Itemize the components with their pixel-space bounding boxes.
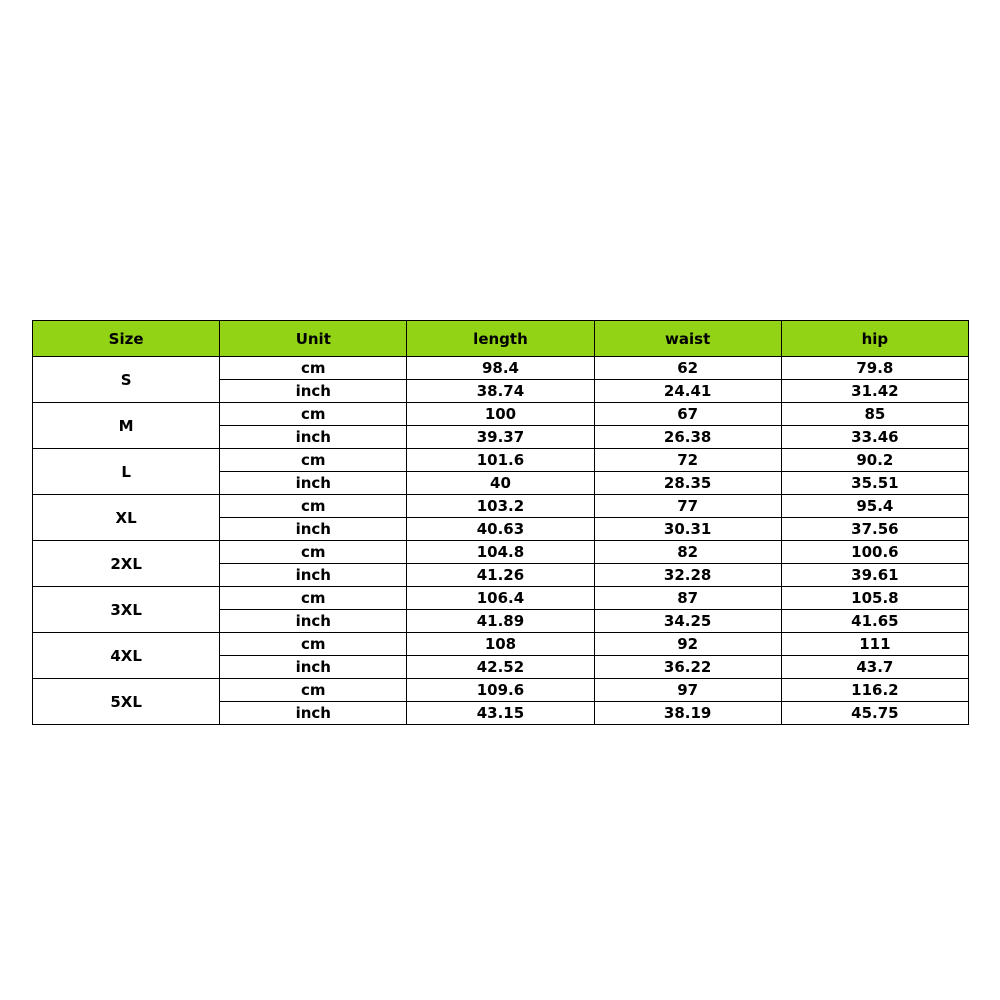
hip-cell: 41.65: [781, 610, 968, 633]
unit-cell: cm: [220, 449, 407, 472]
table-row: [33, 403, 969, 426]
length-cell: 42.52: [407, 656, 594, 679]
length-cell: 41.89: [407, 610, 594, 633]
size-chart-body: [33, 357, 969, 725]
size-chart-header: [33, 321, 969, 357]
waist-cell: 92: [594, 633, 781, 656]
waist-cell: 67: [594, 403, 781, 426]
size-cell: 4XL: [33, 633, 220, 679]
length-cell: 101.6: [407, 449, 594, 472]
length-cell: 103.2: [407, 495, 594, 518]
waist-cell: 30.31: [594, 518, 781, 541]
unit-cell: inch: [220, 656, 407, 679]
hip-cell: 105.8: [781, 587, 968, 610]
length-cell: 41.26: [407, 564, 594, 587]
waist-cell: 26.38: [594, 426, 781, 449]
waist-cell: 62: [594, 357, 781, 380]
unit-cell: cm: [220, 357, 407, 380]
length-cell: 106.4: [407, 587, 594, 610]
waist-cell: 97: [594, 679, 781, 702]
waist-cell: 38.19: [594, 702, 781, 725]
table-row: [33, 541, 969, 564]
size-cell: S: [33, 357, 220, 403]
hip-cell: 95.4: [781, 495, 968, 518]
length-cell: 108: [407, 633, 594, 656]
size-cell: XL: [33, 495, 220, 541]
hip-cell: 31.42: [781, 380, 968, 403]
header-row: [33, 321, 969, 357]
header-size: Size: [33, 321, 220, 357]
table-row: [33, 679, 969, 702]
unit-cell: inch: [220, 564, 407, 587]
size-cell: M: [33, 403, 220, 449]
length-cell: 38.74: [407, 380, 594, 403]
unit-cell: cm: [220, 495, 407, 518]
hip-cell: 116.2: [781, 679, 968, 702]
waist-cell: 34.25: [594, 610, 781, 633]
hip-cell: 111: [781, 633, 968, 656]
waist-cell: 77: [594, 495, 781, 518]
hip-cell: 33.46: [781, 426, 968, 449]
hip-cell: 79.8: [781, 357, 968, 380]
header-length: length: [407, 321, 594, 357]
size-cell: 3XL: [33, 587, 220, 633]
unit-cell: cm: [220, 541, 407, 564]
length-cell: 40.63: [407, 518, 594, 541]
unit-cell: inch: [220, 702, 407, 725]
hip-cell: 35.51: [781, 472, 968, 495]
hip-cell: 37.56: [781, 518, 968, 541]
hip-cell: 100.6: [781, 541, 968, 564]
table-row: [33, 357, 969, 380]
unit-cell: cm: [220, 633, 407, 656]
table-row: [33, 633, 969, 656]
waist-cell: 28.35: [594, 472, 781, 495]
size-cell: 2XL: [33, 541, 220, 587]
length-cell: 40: [407, 472, 594, 495]
length-cell: 109.6: [407, 679, 594, 702]
length-cell: 104.8: [407, 541, 594, 564]
hip-cell: 85: [781, 403, 968, 426]
header-unit: Unit: [220, 321, 407, 357]
waist-cell: 87: [594, 587, 781, 610]
unit-cell: inch: [220, 426, 407, 449]
length-cell: 98.4: [407, 357, 594, 380]
hip-cell: 45.75: [781, 702, 968, 725]
size-cell: L: [33, 449, 220, 495]
unit-cell: inch: [220, 380, 407, 403]
unit-cell: cm: [220, 403, 407, 426]
hip-cell: 39.61: [781, 564, 968, 587]
table-row: [33, 495, 969, 518]
header-hip: hip: [781, 321, 968, 357]
hip-cell: 43.7: [781, 656, 968, 679]
size-chart-table: [32, 320, 969, 725]
table-row: [33, 449, 969, 472]
waist-cell: 36.22: [594, 656, 781, 679]
waist-cell: 72: [594, 449, 781, 472]
length-cell: 100: [407, 403, 594, 426]
table-row: [33, 587, 969, 610]
unit-cell: cm: [220, 587, 407, 610]
length-cell: 39.37: [407, 426, 594, 449]
hip-cell: 90.2: [781, 449, 968, 472]
header-waist: waist: [594, 321, 781, 357]
unit-cell: inch: [220, 518, 407, 541]
size-cell: 5XL: [33, 679, 220, 725]
waist-cell: 24.41: [594, 380, 781, 403]
waist-cell: 82: [594, 541, 781, 564]
length-cell: 43.15: [407, 702, 594, 725]
unit-cell: inch: [220, 472, 407, 495]
unit-cell: cm: [220, 679, 407, 702]
unit-cell: inch: [220, 610, 407, 633]
waist-cell: 32.28: [594, 564, 781, 587]
